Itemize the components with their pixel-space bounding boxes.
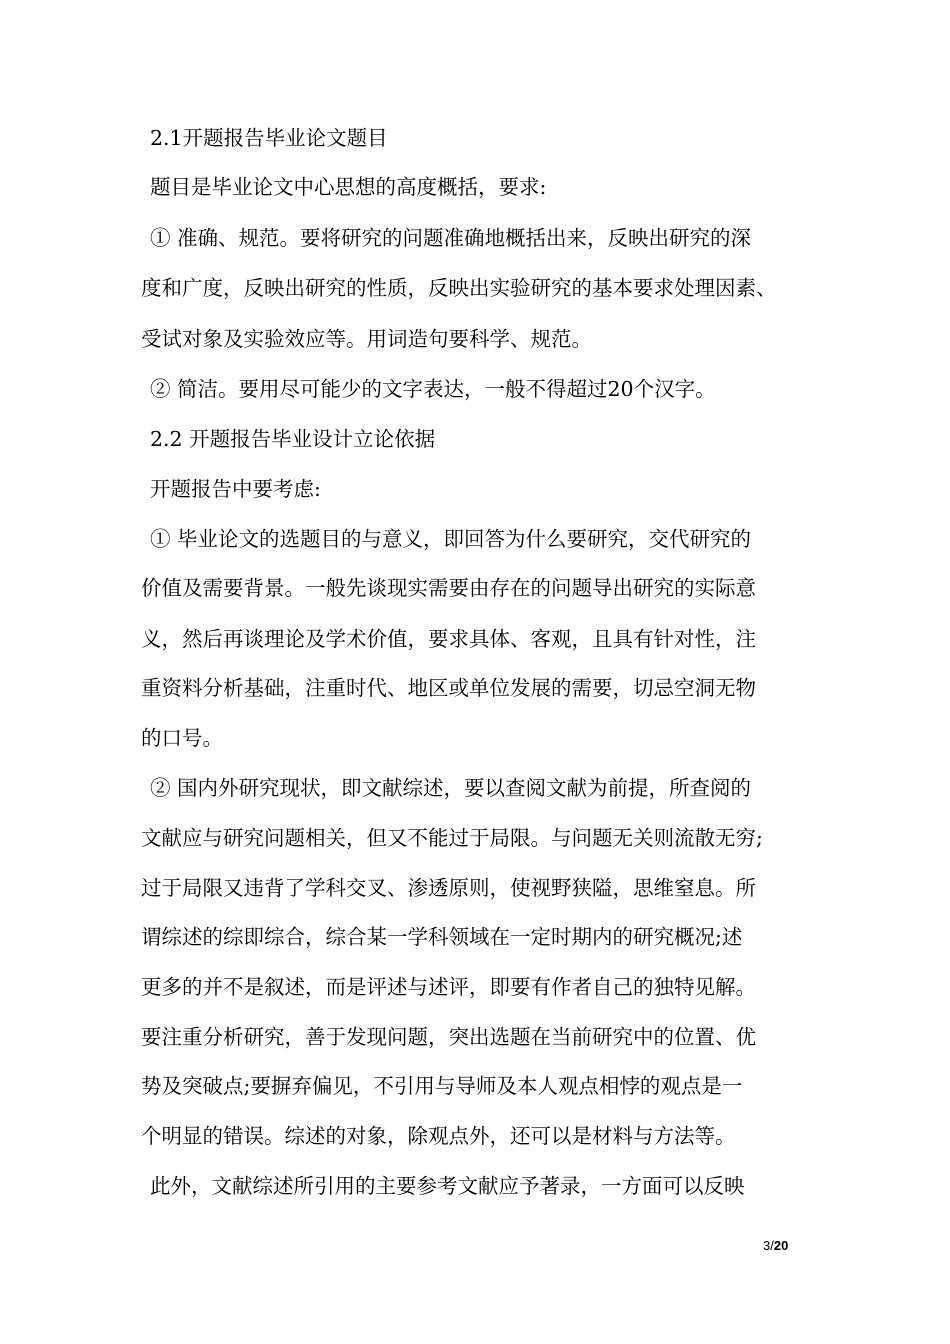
page-number-current: 3/ bbox=[763, 1238, 774, 1253]
paragraph-line: 受试对象及实验效应等。用词造句要科学、规范。 bbox=[141, 327, 592, 351]
paragraph-line: 个明显的错误。综述的对象，除观点外，还可以是材料与方法等。 bbox=[141, 1124, 736, 1148]
paragraph-line: 开题报告中要考虑: bbox=[150, 477, 321, 501]
paragraph-line: 的口号。 bbox=[141, 726, 223, 750]
paragraph-line: 势及突破点;要摒弃偏见，不引用与导师及本人观点相悖的观点是一 bbox=[141, 1074, 743, 1098]
section-heading-2-2: 2.2 开题报告毕业设计立论依据 bbox=[150, 427, 436, 451]
list-item-line: ② 国内外研究现状，即文献综述，要以查阅文献为前提，所查阅的 bbox=[150, 776, 752, 800]
list-item-line: ① 准确、规范。要将研究的问题准确地概括出来，反映出研究的深 bbox=[150, 226, 752, 250]
list-item-line: ① 毕业论文的选题目的与意义，即回答为什么要研究，交代研究的 bbox=[150, 527, 752, 551]
paragraph-line: 度和广度，反映出研究的性质，反映出实验研究的基本要求处理因素、 bbox=[141, 276, 777, 300]
paragraph-line: 重资料分析基础，注重时代、地区或单位发展的需要，切忌空洞无物 bbox=[141, 676, 756, 700]
paragraph-line: 此外，文献综述所引用的主要参考文献应予著录，一方面可以反映 bbox=[150, 1174, 745, 1198]
paragraph-line: 题目是毕业论文中心思想的高度概括，要求: bbox=[150, 175, 547, 199]
paragraph-line: 更多的并不是叙述，而是评述与述评，即要有作者自己的独特见解。 bbox=[141, 975, 756, 999]
paragraph-line: 谓综述的综即综合，综合某一学科领域在一定时期内的研究概况;述 bbox=[141, 925, 743, 949]
section-heading-2-1: 2.1开题报告毕业论文题目 bbox=[150, 126, 388, 150]
paragraph-line: 义，然后再谈理论及学术价值，要求具体、客观，且具有针对性，注 bbox=[141, 627, 756, 651]
paragraph-line: 价值及需要背景。一般先谈现实需要由存在的问题导出研究的实际意 bbox=[141, 576, 756, 600]
page-number-total: 20 bbox=[773, 1238, 789, 1253]
list-item-line: ② 简洁。要用尽可能少的文字表达，一般不得超过20个汉字。 bbox=[150, 377, 716, 401]
paragraph-line: 要注重分析研究，善于发现问题，突出选题在当前研究中的位置、优 bbox=[141, 1025, 756, 1049]
paragraph-line: 文献应与研究问题相关，但又不能过于局限。与问题无关则流散无穷; bbox=[141, 826, 763, 850]
page-number bbox=[763, 1238, 788, 1254]
paragraph-line: 过于局限又违背了学科交叉、渗透原则，使视野狭隘，思维窒息。所 bbox=[141, 876, 756, 900]
